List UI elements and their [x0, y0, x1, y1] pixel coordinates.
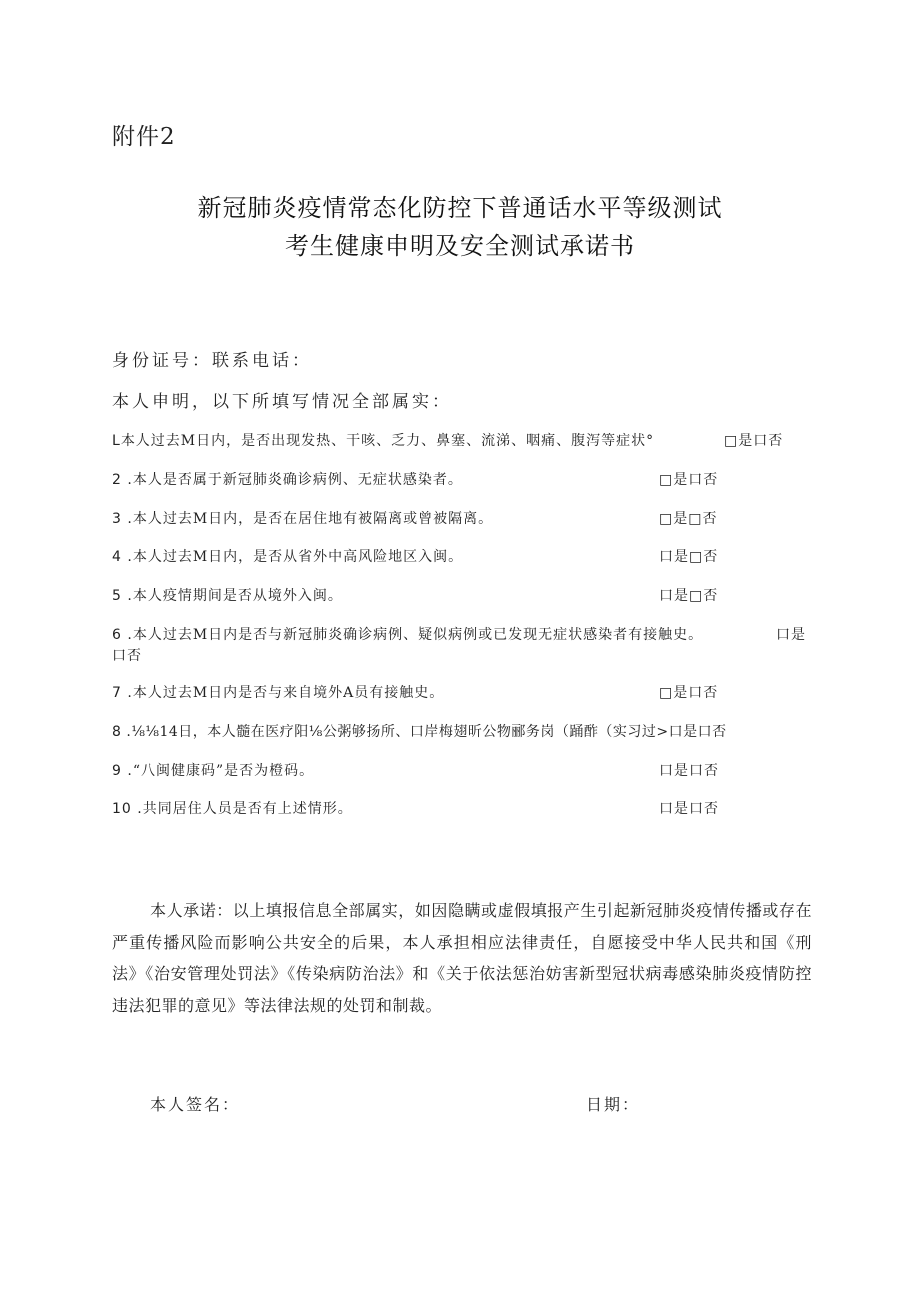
answer-checkbox-group[interactable]: □是□否 — [659, 511, 718, 527]
question-number: 8 — [112, 724, 122, 740]
document-title-line-1: 新冠肺炎疫情常态化防控下普通话水平等级测试 — [197, 194, 723, 222]
question-text: .本人过去M日内，是否从省外中高风险地区入闽。 — [127, 549, 464, 565]
question-row — [112, 721, 727, 741]
question-number: 4 — [112, 549, 122, 565]
answer-checkbox-group[interactable]: □是口否 — [659, 685, 719, 701]
question-row — [112, 585, 343, 605]
question-row — [112, 798, 353, 818]
signature-label: 本人签名： — [150, 1095, 241, 1114]
question-text: .本人是否属于新冠肺炎确诊病例、无症状感染者。 — [127, 472, 463, 488]
attachment-label: 附件2 — [112, 124, 176, 150]
question-number: 7 — [112, 685, 122, 701]
question-text: .⅛⅛14日，本人髓在医疗阳⅛公粥够扬所、口岸梅翅昕公物郦务岗（踊酢（实习过>口是口否 — [126, 724, 727, 740]
question-text: .本人过去M日内，是否在居住地有被隔离或曾被隔离。 — [127, 511, 494, 527]
id-phone-line: 身份证号：联系电话： — [112, 351, 312, 371]
commitment-text: 本人承诺：以上填报信息全部属实，如因隐瞒或虚假填报产生引起新冠肺炎疫情传播或存在严重传播风险而影响公共安全的后果，本人承担相应法律责任，自愿接受中华人民共和国《刑法》《治安管理处罚法》《传染病防治法》和《关于依法惩治妨害新型冠状病毒感染肺炎疫情防控违法犯罪的意见》等法律法规的处罚和制裁。 — [112, 901, 812, 1015]
question-number: 10 — [112, 801, 132, 817]
question-number: 9 — [112, 763, 122, 779]
answer-checkbox-group[interactable]: 口是口否 — [659, 801, 719, 817]
question-row — [112, 546, 463, 566]
document-title-line-2: 考生健康申明及安全测试承诺书 — [285, 232, 635, 260]
question-number: 2 — [112, 472, 122, 488]
commitment-paragraph — [112, 895, 812, 1021]
answer-checkbox-group[interactable]: 口是□否 — [659, 549, 719, 565]
question-text: .本人疫情期间是否从境外入闽。 — [127, 588, 343, 604]
question-row — [112, 624, 703, 644]
declaration-intro: 本人申明，以下所填写情况全部属实： — [112, 392, 452, 412]
question-text: .本人过去M日内是否与新冠肺炎确诊病例、疑似病例或已发现无症状感染者有接触史。 — [127, 627, 704, 643]
question-row — [112, 469, 463, 489]
answer-checkbox-group[interactable]: □是口否 — [724, 433, 784, 449]
question-row — [112, 760, 314, 780]
date-label: 日期： — [586, 1095, 641, 1114]
question-text: .本人过去M日内是否与来自境外A员有接触史。 — [127, 685, 445, 701]
answer-checkbox-no[interactable]: 口否 — [112, 648, 142, 664]
question-number: 5 — [112, 588, 122, 604]
question-number: 6 — [112, 627, 122, 643]
question-row — [112, 430, 654, 450]
answer-checkbox-group[interactable]: 口是□否 — [659, 588, 719, 604]
question-row — [112, 508, 493, 528]
answer-checkbox-group[interactable]: 口是口否 — [659, 763, 719, 779]
question-number: L — [112, 433, 121, 449]
question-text: 本人过去M日内，是否出现发热、干咳、乏力、鼻塞、流涕、咽痛、腹泻等症状° — [120, 433, 655, 449]
question-text: .“八闽健康码”是否为橙码。 — [127, 763, 315, 779]
answer-checkbox-group[interactable]: □是口否 — [659, 472, 719, 488]
answer-checkbox-yes[interactable]: 口是 — [776, 627, 806, 643]
question-text: .共同居住人员是否有上述情形。 — [137, 801, 353, 817]
question-number: 3 — [112, 511, 122, 527]
question-row — [112, 682, 444, 702]
